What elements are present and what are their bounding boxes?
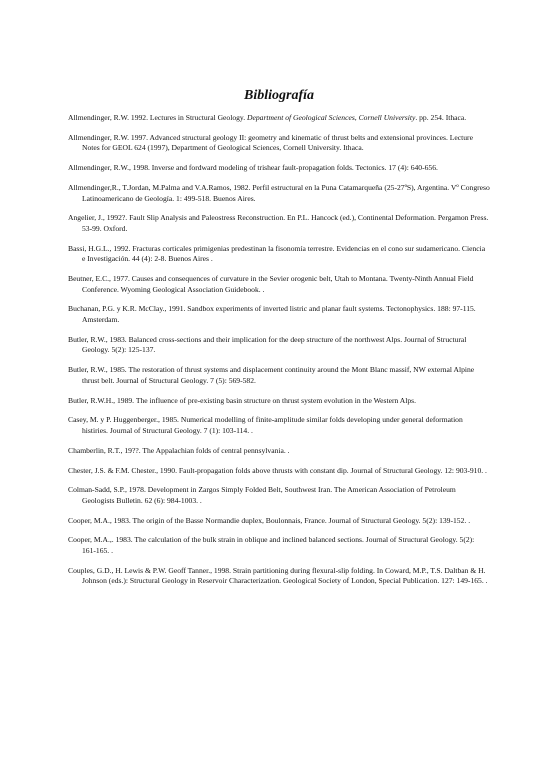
reference-item: Allmendinger,R., T.Jordan, M.Palma and V.A.Ramos, 1982. Perfil estructural en la Puna Catamarqueña (25-27ºS), Argentina. Vº Congreso Latinoamericano de Geología. 1: 499-518. Buenos Aires.: [68, 182, 490, 203]
reference-item: Cooper, M.A.,. 1983. The calculation of the bulk strain in oblique and inclined balanced sections. Journal of Structural Geology. 5(2): 161-165. .: [68, 535, 475, 556]
page-title: Bibliografía: [243, 88, 314, 103]
reference-item: Butler, R.W.H., 1989. The influence of pre-existing basin structure on thrust system evolution in the Western Alps.: [68, 395, 416, 405]
reference-item: Chester, J.S. & F.M. Chester., 1990. Fault-propagation folds above thrusts with constant dip. Journal of Structural Geology. 12: 903-910. .: [68, 465, 487, 475]
reference-item: Butler, R.W., 1985. The restoration of thrust systems and displacement continuity around the Mont Blanc massif, NW external Alpine thrust belt. Journal of Structural Geology. 7 (5): 569-582.: [68, 365, 475, 385]
reference-item: Butler, R.W., 1983. Balanced cross-sections and their implication for the deep structure of the northwest Alps. Journal of Structural Geology. 5(2): 125-137.: [68, 334, 467, 355]
reference-item: Couples, G.D., H. Lewis & P.W. Geoff Tanner., 1998. Strain partitioning during flexural-slip folding. In Coward, M.P., T.S. Daltban & H. Johnson (eds.): Structural Geology in Reservoir Characterization. Geological Society of London, Special Publication. 127: 149-165. .: [68, 565, 488, 586]
reference-item: Allmendinger, R.W. 1997. Advanced structural geology II: geometry and kinematic of thrust belts and extensional provinces. Lecture Notes for GEOL 624 (1997), Department of Geological Sciences, Cornell University. Ithaca.: [68, 132, 473, 153]
reference-item: Bassi, H.G.L., 1992. Fracturas corticales primigenias predestinan la fisonomía terrestre. Evidencias en el cono sur sudamericano. Ciencia e Investigación. 44 (4): 2-8. Buenos Aires .: [68, 243, 486, 264]
reference-item: Colman-Sadd, S.P., 1978. Development in Zargos Simply Folded Belt, Southwest Iran. The American Association of Petroleum Geologists Bulletin. 62 (6): 984-1003. .: [68, 485, 456, 505]
reference-list: [68, 113, 490, 587]
reference-item: Allmendinger, R.W., 1998. Inverse and fordward modeling of trishear fault-propagation folds. Tectonics. 17 (4): 640-656.: [68, 163, 438, 173]
reference-item: Chamberlin, R.T., 19??. The Appalachian folds of central pennsylvania. .: [68, 445, 290, 455]
reference-item: Casey, M. y P. Huggenberger., 1985. Numerical modelling of finite-amplitude similar folds developing under general deformation histiries. Journal of Structural Geology. 7 (1): 103-114. .: [68, 415, 463, 435]
reference-item: Angelier, J., 1992?. Fault Slip Analysis and Paleostress Reconstruction. En P.L. Hancock (ed.), Continental Deformation. Pergamon Press. 53-99. Oxford.: [68, 213, 489, 233]
reference-item: Allmendinger, R.W. 1992. Lectures in Structural Geology. Department of Geological Sciences, Cornell University. pp. 254. Ithaca.: [68, 113, 467, 122]
reference-item: Beutner, E.C., 1977. Causes and consequences of curvature in the Sevier orogenic belt, Utah to Montana. Twenty-Ninth Annual Field Conference. Wyoming Geological Association Guidebook. .: [68, 274, 474, 294]
reference-item: Buchanan, P.G. y K.R. McClay., 1991. Sandbox experiments of inverted listric and planar fault systems. Tectonophysics. 188: 97-115. Amsterdam.: [68, 304, 476, 325]
reference-item: Cooper, M.A., 1983. The origin of the Basse Normandie duplex, Boulonnais, France. Journal of Structural Geology. 5(2): 139-152. .: [68, 515, 471, 525]
